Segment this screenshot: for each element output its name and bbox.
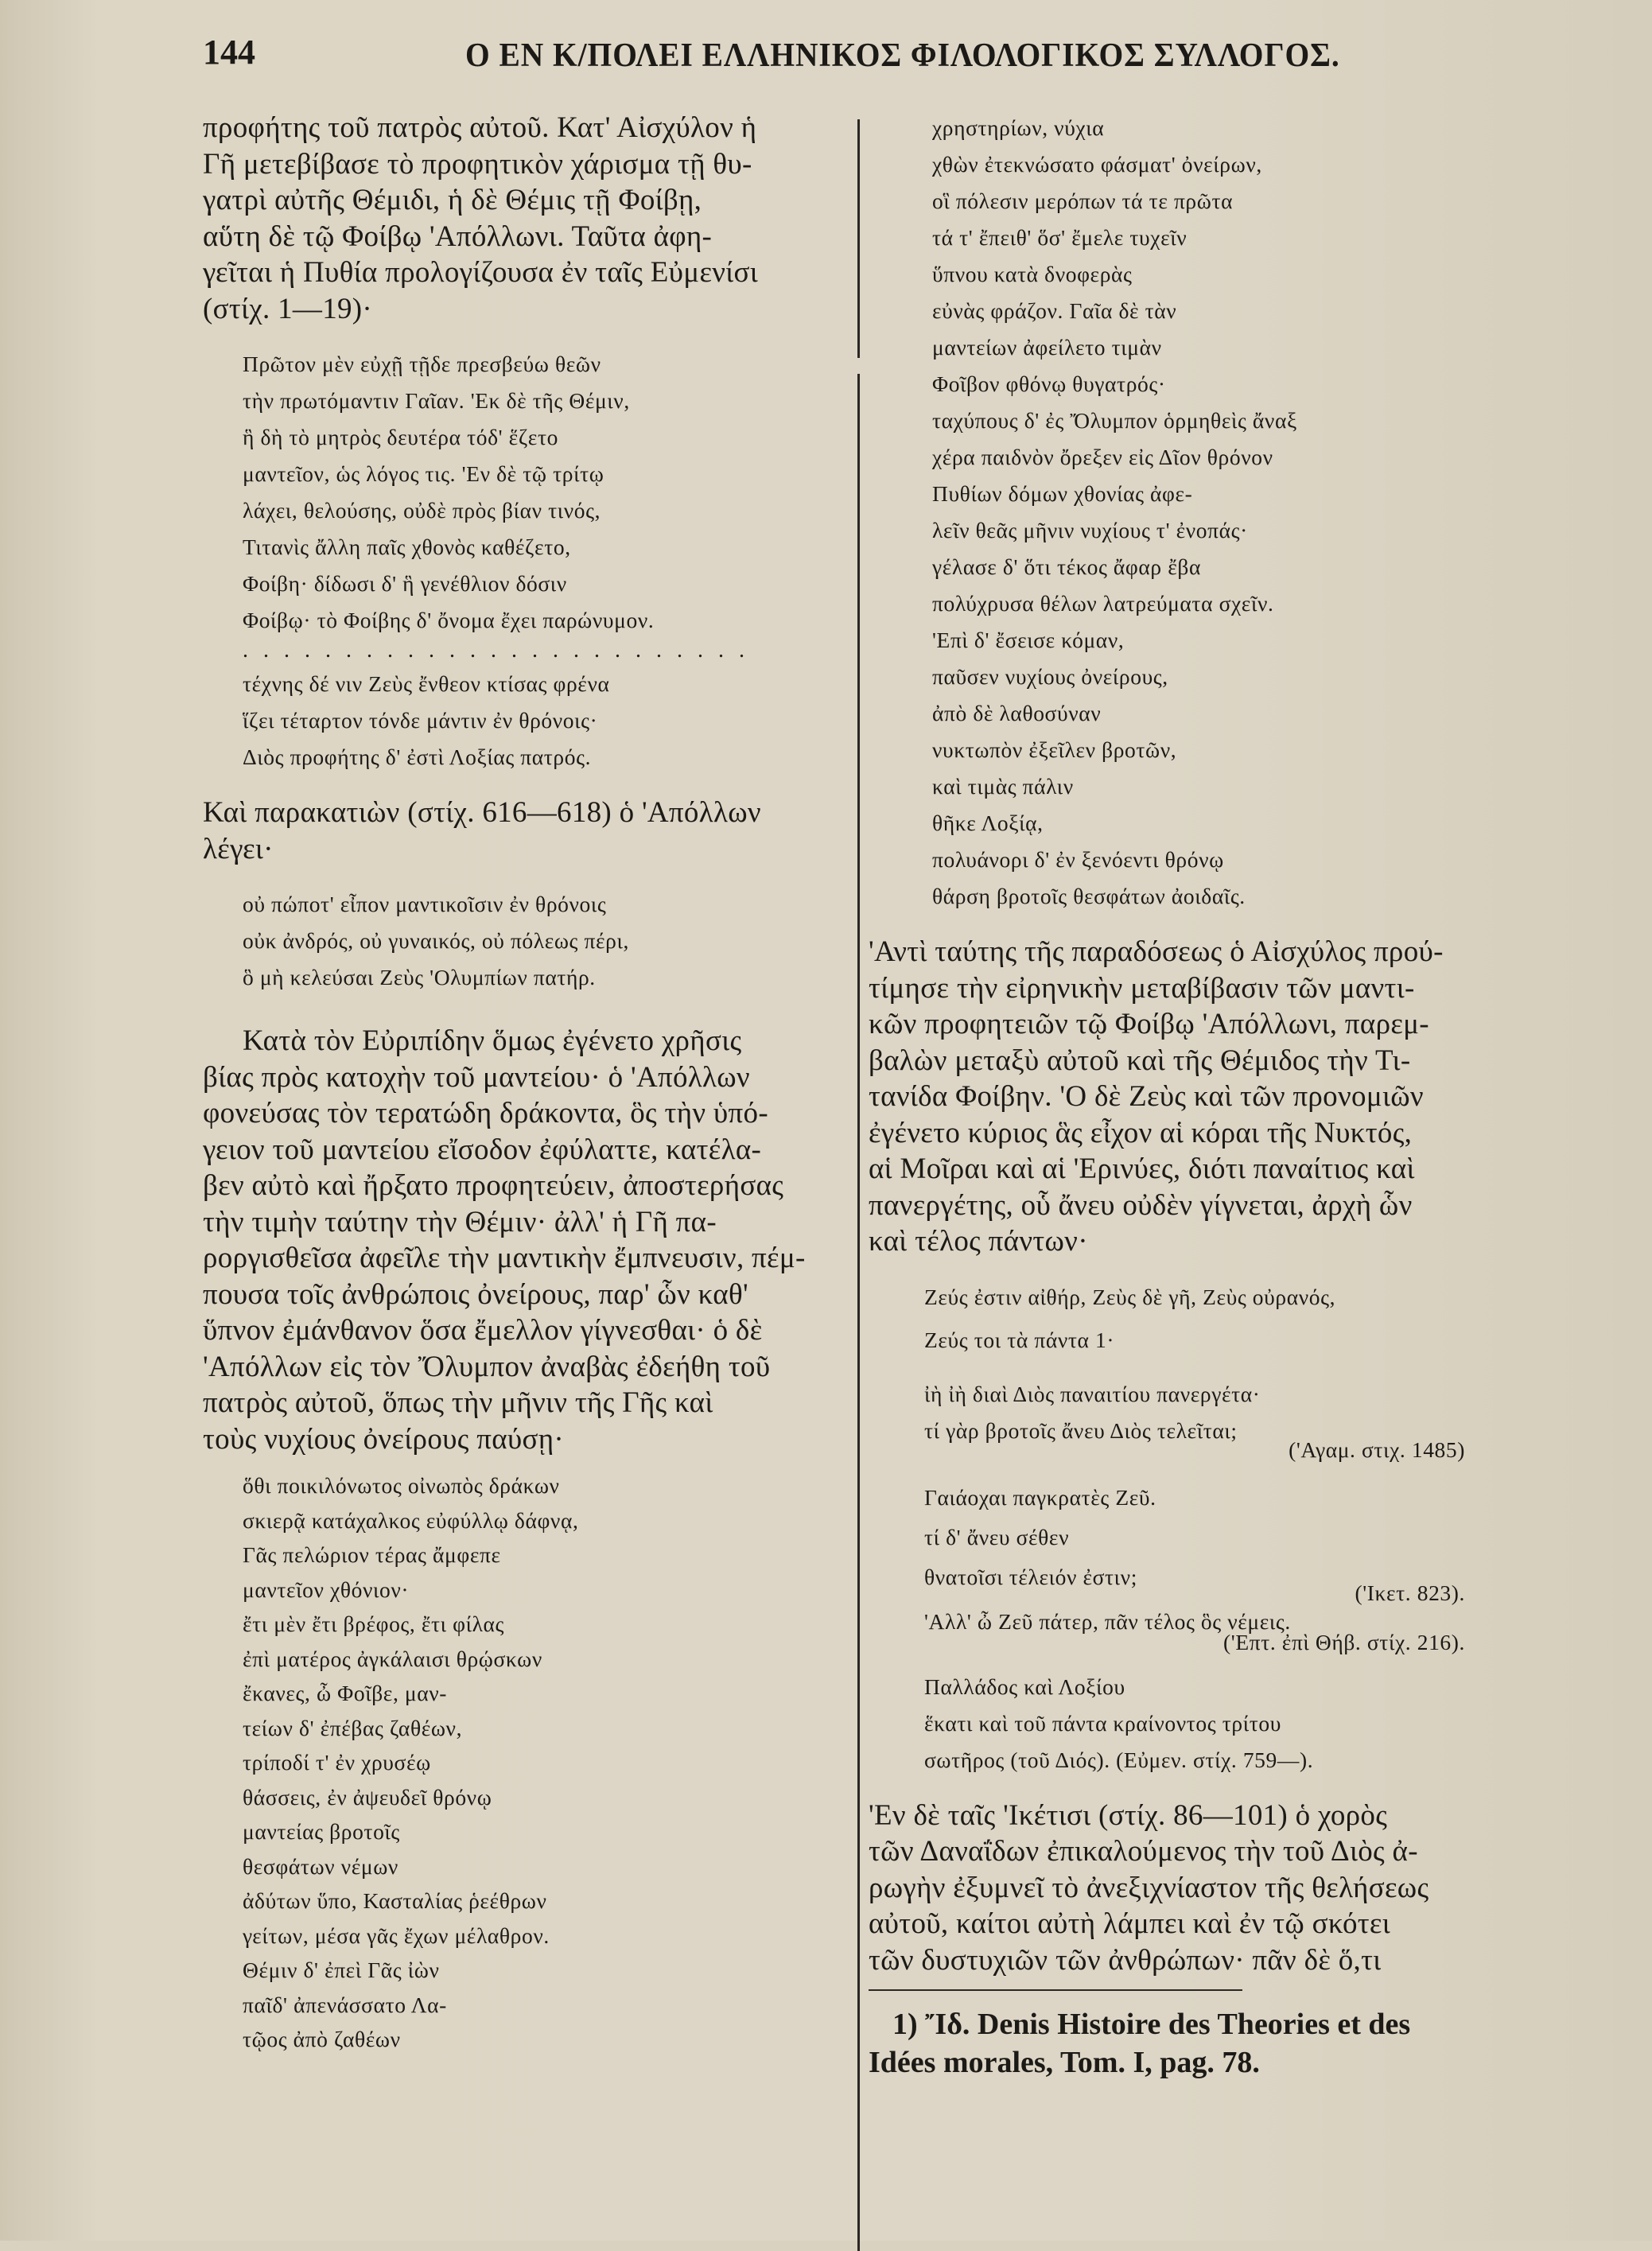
verse-line: θεσφάτων νέμων (243, 1853, 398, 1879)
verse-line: καὶ τιμὰς πάλιν (932, 774, 1074, 799)
verse-line: τά τ' ἔπειθ' ὅσ' ἔμελε τυχεῖν (932, 225, 1187, 250)
verse-line: 'Επὶ δ' ἔσεισε κόμαν, (932, 628, 1125, 652)
paragraph (203, 110, 839, 327)
paragraph (203, 795, 839, 867)
text-line: Καὶ παρακατιὼν (στίχ. 616—618) ὁ 'Απόλλων (203, 796, 761, 829)
verse-line: σωτῆρος (τοῦ Διός). (Εὐμεν. στίχ. 759—). (924, 1747, 1314, 1772)
verse-quote (203, 666, 839, 776)
text-line: Κατὰ τὸν Εὐριπίδην ὅμως ἐγένετο χρῆσις (243, 1024, 742, 1057)
verse-line: ταχύπους δ' ἐς Ὄλυμπον ὁρμηθεὶς ἄναξ (932, 408, 1297, 433)
verse-line: Ζεύς τοι τὰ πάντα 1· (924, 1327, 1115, 1352)
verse-line: τὴν πρωτόμαντιν Γαῖαν. 'Εκ δὲ τῆς Θέμιν, (243, 388, 630, 413)
verse-line: Φοίβῳ· τὸ Φοίβης δ' ὄνομα ἔχει παρώνυμον. (243, 608, 655, 632)
verse-quote (869, 1479, 1489, 1669)
verse-line: οὐκ ἀνδρός, οὐ γυναικός, οὐ πόλεως πέρι, (243, 928, 629, 953)
text-line: προφήτης τοῦ πατρὸς αὐτοῦ. Κατ' Αἰσχύλον ἡ (203, 111, 757, 144)
text-line: τανίδα Φοίβην. 'Ο δὲ Ζεὺς καὶ τῶν προνομιῶν (869, 1080, 1424, 1113)
verse-line: ὃ μὴ κελεύσαι Ζεὺς 'Ολυμπίων πατήρ. (243, 965, 596, 989)
verse-line: ὅθι ποικιλόνωτος οἰνωπὸς δράκων (243, 1473, 560, 1498)
text-line: Γῆ μετεβίβασε τὸ προφητικὸν χάρισμα τῇ θυ- (203, 147, 752, 181)
verse-line: 'Αλλ' ὦ Ζεῦ πάτερ, πᾶν τέλος ὃς νέμεις. (924, 1608, 1291, 1634)
page-number: 144 (203, 33, 255, 72)
text-line: 'Αντὶ ταύτης τῆς παραδόσεως ὁ Αἰσχύλος πρού- (869, 935, 1444, 968)
verse-quote (869, 1669, 1489, 1779)
text-line: τὴν τιμὴν ταύτην τὴν Θέμιν· ἀλλ' ἡ Γῆ πα- (203, 1205, 717, 1238)
text-line: (στίχ. 1—19)· (203, 292, 373, 325)
text-line: γειον τοῦ μαντείου εἴσοδον ἐφύλαττε, κατέλα- (203, 1133, 762, 1166)
verse-line: τρίποδί τ' ἐν χρυσέῳ (243, 1750, 431, 1775)
verse-line: λάχει, θελούσης, οὐδὲ πρὸς βίαν τινός, (243, 498, 601, 523)
text-line: 'Απόλλων εἰς τὸν Ὄλυμπον ἀναβὰς ἐδεήθη τοῦ (203, 1350, 771, 1383)
verse-line: τέχνης δέ νιν Ζεὺς ἔνθεον κτίσας φρένα (243, 671, 610, 696)
verse-line: Παλλάδος καὶ Λοξίου (924, 1674, 1125, 1699)
text-line: αὕτη δὲ τῷ Φοίβῳ 'Απόλλωνι. Ταῦτα ἀφη- (203, 220, 713, 253)
verse-line: μαντεῖον, ὡς λόγος τις. 'Εν δὲ τῷ τρίτῳ (243, 461, 604, 486)
paragraph (869, 1798, 1489, 1979)
verse-line: χρηστηρίων, νύχια (932, 115, 1105, 140)
footnote (869, 2005, 1489, 2082)
verse-line: Θέμιν δ' ἐπεὶ Γᾶς ἰὼν (243, 1957, 440, 1982)
paragraph (869, 934, 1489, 1260)
text-line: πανεργέτης, οὗ ἄνευ οὐδὲν γίγνεται, ἀρχὴ ὧν (869, 1188, 1413, 1222)
page-header (203, 32, 1340, 95)
text-line: βεν αὐτὸ καὶ ἤρξατο προφητεύειν, ἀποστερήσας (203, 1169, 784, 1202)
verse-line: μαντείων ἀφείλετο τιμὰν (932, 335, 1162, 360)
verse-line: θνατοῖσι τέλειόν ἐστιν; (924, 1564, 1137, 1589)
verse-line: τείων δ' ἐπέβας ζαθέων, (243, 1715, 463, 1740)
text-line: αὐτοῦ, καίτοι αὐτὴ λάμπει καὶ ἐν τῷ σκότει (869, 1907, 1391, 1940)
text-line: αἱ Μοῖραι καὶ αἱ 'Ερινύες, διότι παναίτιος καὶ (869, 1153, 1415, 1185)
verse-line: Διὸς προφήτης δ' ἐστὶ Λοξίας πατρός. (243, 745, 592, 769)
verse-quote (869, 1376, 1489, 1468)
ellipsis-dots: . . . . . . . . . . . . . . . . . . . . . . . . . (243, 638, 749, 663)
column-rule (857, 119, 860, 358)
verse-line: νυκτωπὸν ἐξεῖλεν βροτῶν, (932, 737, 1177, 762)
verse-quote (869, 110, 1489, 915)
text-line: τῶν δυστυχιῶν τῶν ἀνθρώπων· πᾶν δὲ ὅ,τι (869, 1943, 1382, 1977)
verse-line: γείτων, μέσα γᾶς ἔχων μέλαθρον. (243, 1922, 550, 1948)
verse-line: λεῖν θεᾶς μῆνιν νυχίους τ' ἐνοπάς· (932, 518, 1248, 542)
text-line: κῶν προφητειῶν τῷ Φοίβῳ 'Απόλλωνι, παρεμ- (869, 1008, 1429, 1040)
verse-line: Φοίβη· δίδωσι δ' ἣ γενέθλιον δόσιν (243, 571, 567, 596)
text-line: βίας πρὸς κατοχὴν τοῦ μαντείου· ὁ 'Απόλλων (203, 1060, 750, 1094)
text-line: καὶ τέλος πάντων· (869, 1225, 1088, 1258)
verse-line: χθὼν ἐτεκνώσατο φάσματ' ὀνείρων, (932, 152, 1262, 177)
verse-line: παῖδ' ἀπενάσσατο Λα- (243, 1992, 447, 2017)
text-line: γατρὶ αὐτῆς Θέμιδι, ἡ δὲ Θέμις τῇ Φοίβῃ, (203, 184, 702, 216)
verse-line: ἣ δὴ τὸ μητρὸς δευτέρα τόδ' ἕζετο (243, 425, 558, 449)
verse-line: σκιερᾷ κατάχαλκος εὐφύλλῳ δάφνᾳ, (243, 1507, 579, 1533)
verse-line: χέρα παιδνὸν ὄρεξεν εἰς Δῖον θρόνον (932, 445, 1273, 469)
text-line: τῶν Δαναΐδων ἐπικαλούμενος τὴν τοῦ Διὸς ἀ- (869, 1835, 1418, 1868)
text-line: γεῖται ἡ Πυθία προλογίζουσα ἐν ταῖς Εὐμενίσι (203, 256, 759, 289)
text-line: ροργισθεῖσα ἀφεῖλε τὴν μαντικὴν ἔμπνευσιν, πέμ- (203, 1242, 806, 1274)
verse-line: ἕκατι καὶ τοῦ πάντα κραίνοντος τρίτου (924, 1710, 1281, 1736)
verse-line: Γᾶς πελώριον τέρας ἄμφεπε (243, 1542, 501, 1567)
footnote-line: 1) Ἴδ. Denis Histoire des Theories et des (892, 2008, 1411, 2041)
text-line: τοὺς νυχίους ὀνείρους παύσῃ· (203, 1422, 565, 1456)
verse-line: τί δ' ἄνευ σέθεν (924, 1524, 1070, 1549)
verse-line: πολυάνορι δ' ἐν ξενόεντι θρόνῳ (932, 847, 1224, 872)
text-line: λέγει· (203, 832, 274, 865)
verse-quote (869, 1279, 1489, 1365)
verse-line: οἳ πόλεσιν μερόπων τά τε πρῶτα (932, 189, 1234, 213)
footnote-rule (869, 1989, 1242, 1991)
verse-quote (203, 1468, 839, 2057)
verse-line: Τιτανὶς ἄλλη παῖς χθονὸς καθέζετο, (243, 535, 571, 559)
text-line: βαλὼν μεταξὺ αὐτοῦ καὶ τῆς Θέμιδος τὴν Τι- (869, 1044, 1411, 1077)
text-line: φονεύσας τὸν τερατώδη δράκοντα, ὃς τὴν ὑπό- (203, 1097, 768, 1129)
citation: ('Ικετ. 823). (1355, 1580, 1465, 1605)
left-column (203, 110, 839, 2057)
verse-line: Γαιάοχαι παγκρατὲς Ζεῦ. (924, 1484, 1156, 1510)
verse-line: ἔκανες, ὦ Φοῖβε, μαν- (243, 1681, 448, 1705)
text-line: ἐγένετο κύριος ἃς εἶχον αἱ κόραι τῆς Νυκτός, (869, 1116, 1413, 1149)
verse-line: γέλασε δ' ὅτι τέκος ἄφαρ ἔβα (932, 554, 1201, 579)
verse-line: πολύχρυσα θέλων λατρεύματα σχεῖν. (932, 591, 1274, 616)
citation: ('Επτ. ἐπὶ Θήβ. στίχ. 216). (1223, 1629, 1465, 1654)
verse-line: θάσσεις, ἐν ἀψευδεῖ θρόνῳ (243, 1784, 492, 1810)
verse-line: ἰὴ ἰὴ διαὶ Διὸς παναιτίου πανεργέτα· (924, 1381, 1261, 1406)
verse-line: Πυθίων δόμων χθονίας ἀφε- (932, 481, 1193, 506)
verse-line: ἐπὶ ματέρος ἀγκάλαισι θρῴσκων (243, 1646, 542, 1671)
verse-line: Ζεύς ἐστιν αἰθήρ, Ζεὺς δὲ γῆ, Ζεὺς οὐρανός, (924, 1284, 1336, 1309)
running-title: Ο ΕΝ Κ/ΠΟΛΕΙ ΕΛΛΗΝΙΚΟΣ ΦΙΛΟΛΟΓΙΚΟΣ ΣΥΛΛΟΓΟΣ. (465, 37, 1340, 74)
column-rule (857, 374, 860, 2251)
text-line: ὕπνον ἐμάνθανον ὅσα ἔμελλον γίγνεσθαι· ὁ δὲ (203, 1314, 763, 1347)
citation: ('Αγαμ. στιχ. 1485) (1289, 1437, 1465, 1462)
verse-line: τῷος ἀπὸ ζαθέων (243, 2027, 401, 2051)
verse-line: θῆκε Λοξίᾳ, (932, 811, 1044, 835)
verse-line: Φοῖβον φθόνῳ θυγατρός· (932, 371, 1166, 396)
right-column (869, 110, 1489, 2082)
verse-quote (203, 346, 839, 639)
verse-line: μαντείας βροτοῖς (243, 1819, 400, 1844)
verse-line: ὕπνου κατὰ δνοφερὰς (932, 262, 1133, 286)
verse-line: παῦσεν νυχίους ὀνείρους, (932, 664, 1168, 689)
text-line: τίμησε τὴν εἰρηνικὴν μεταβίβασιν τῶν μαντι- (869, 971, 1415, 1005)
text-line: ρωγὴν ἐξυμνεῖ τὸ ἀνεξιχνίαστον τῆς θελήσεως (869, 1871, 1429, 1904)
text-line: πατρὸς αὐτοῦ, ὅπως τὴν μῆνιν τῆς Γῆς καὶ (203, 1386, 713, 1419)
verse-line: ἔτι μὲν ἔτι βρέφος, ἔτι φίλας (243, 1611, 505, 1636)
text-line: 'Εν δὲ ταῖς 'Ικέτισι (στίχ. 86—101) ὁ χορὸς (869, 1798, 1388, 1832)
text-line: πουσα τοῖς ἀνθρώποις ὀνείρους, παρ' ὧν καθ' (203, 1277, 748, 1311)
verse-line: θάρση βροτοῖς θεσφάτων ἀοιδαῖς. (932, 884, 1246, 908)
verse-line: ἵζει τέταρτον τόνδε μάντιν ἐν θρόνοις· (243, 708, 598, 733)
paragraph (203, 1023, 839, 1457)
verse-line: Πρῶτον μὲν εὐχῇ τῇδε πρεσβεύω θεῶν (243, 352, 601, 376)
verse-line: εὐνὰς φράζον. Γαῖα δὲ τὰν (932, 298, 1177, 323)
verse-line: οὐ πώποτ' εἶπον μαντικοῖσιν ἐν θρόνοις (243, 892, 607, 916)
verse-line: τί γὰρ βροτοῖς ἄνευ Διὸς τελεῖται; (924, 1417, 1238, 1443)
verse-line: ἀπὸ δὲ λαθοσύναν (932, 701, 1102, 725)
verse-line: ἀδύτων ὕπο, Κασταλίας ῥεέθρων (243, 1888, 547, 1913)
verse-line: μαντεῖον χθόνιον· (243, 1576, 410, 1602)
verse-quote (203, 886, 839, 996)
footnote-line: Idées morales, Tom. I, pag. 78. (869, 2046, 1260, 2079)
